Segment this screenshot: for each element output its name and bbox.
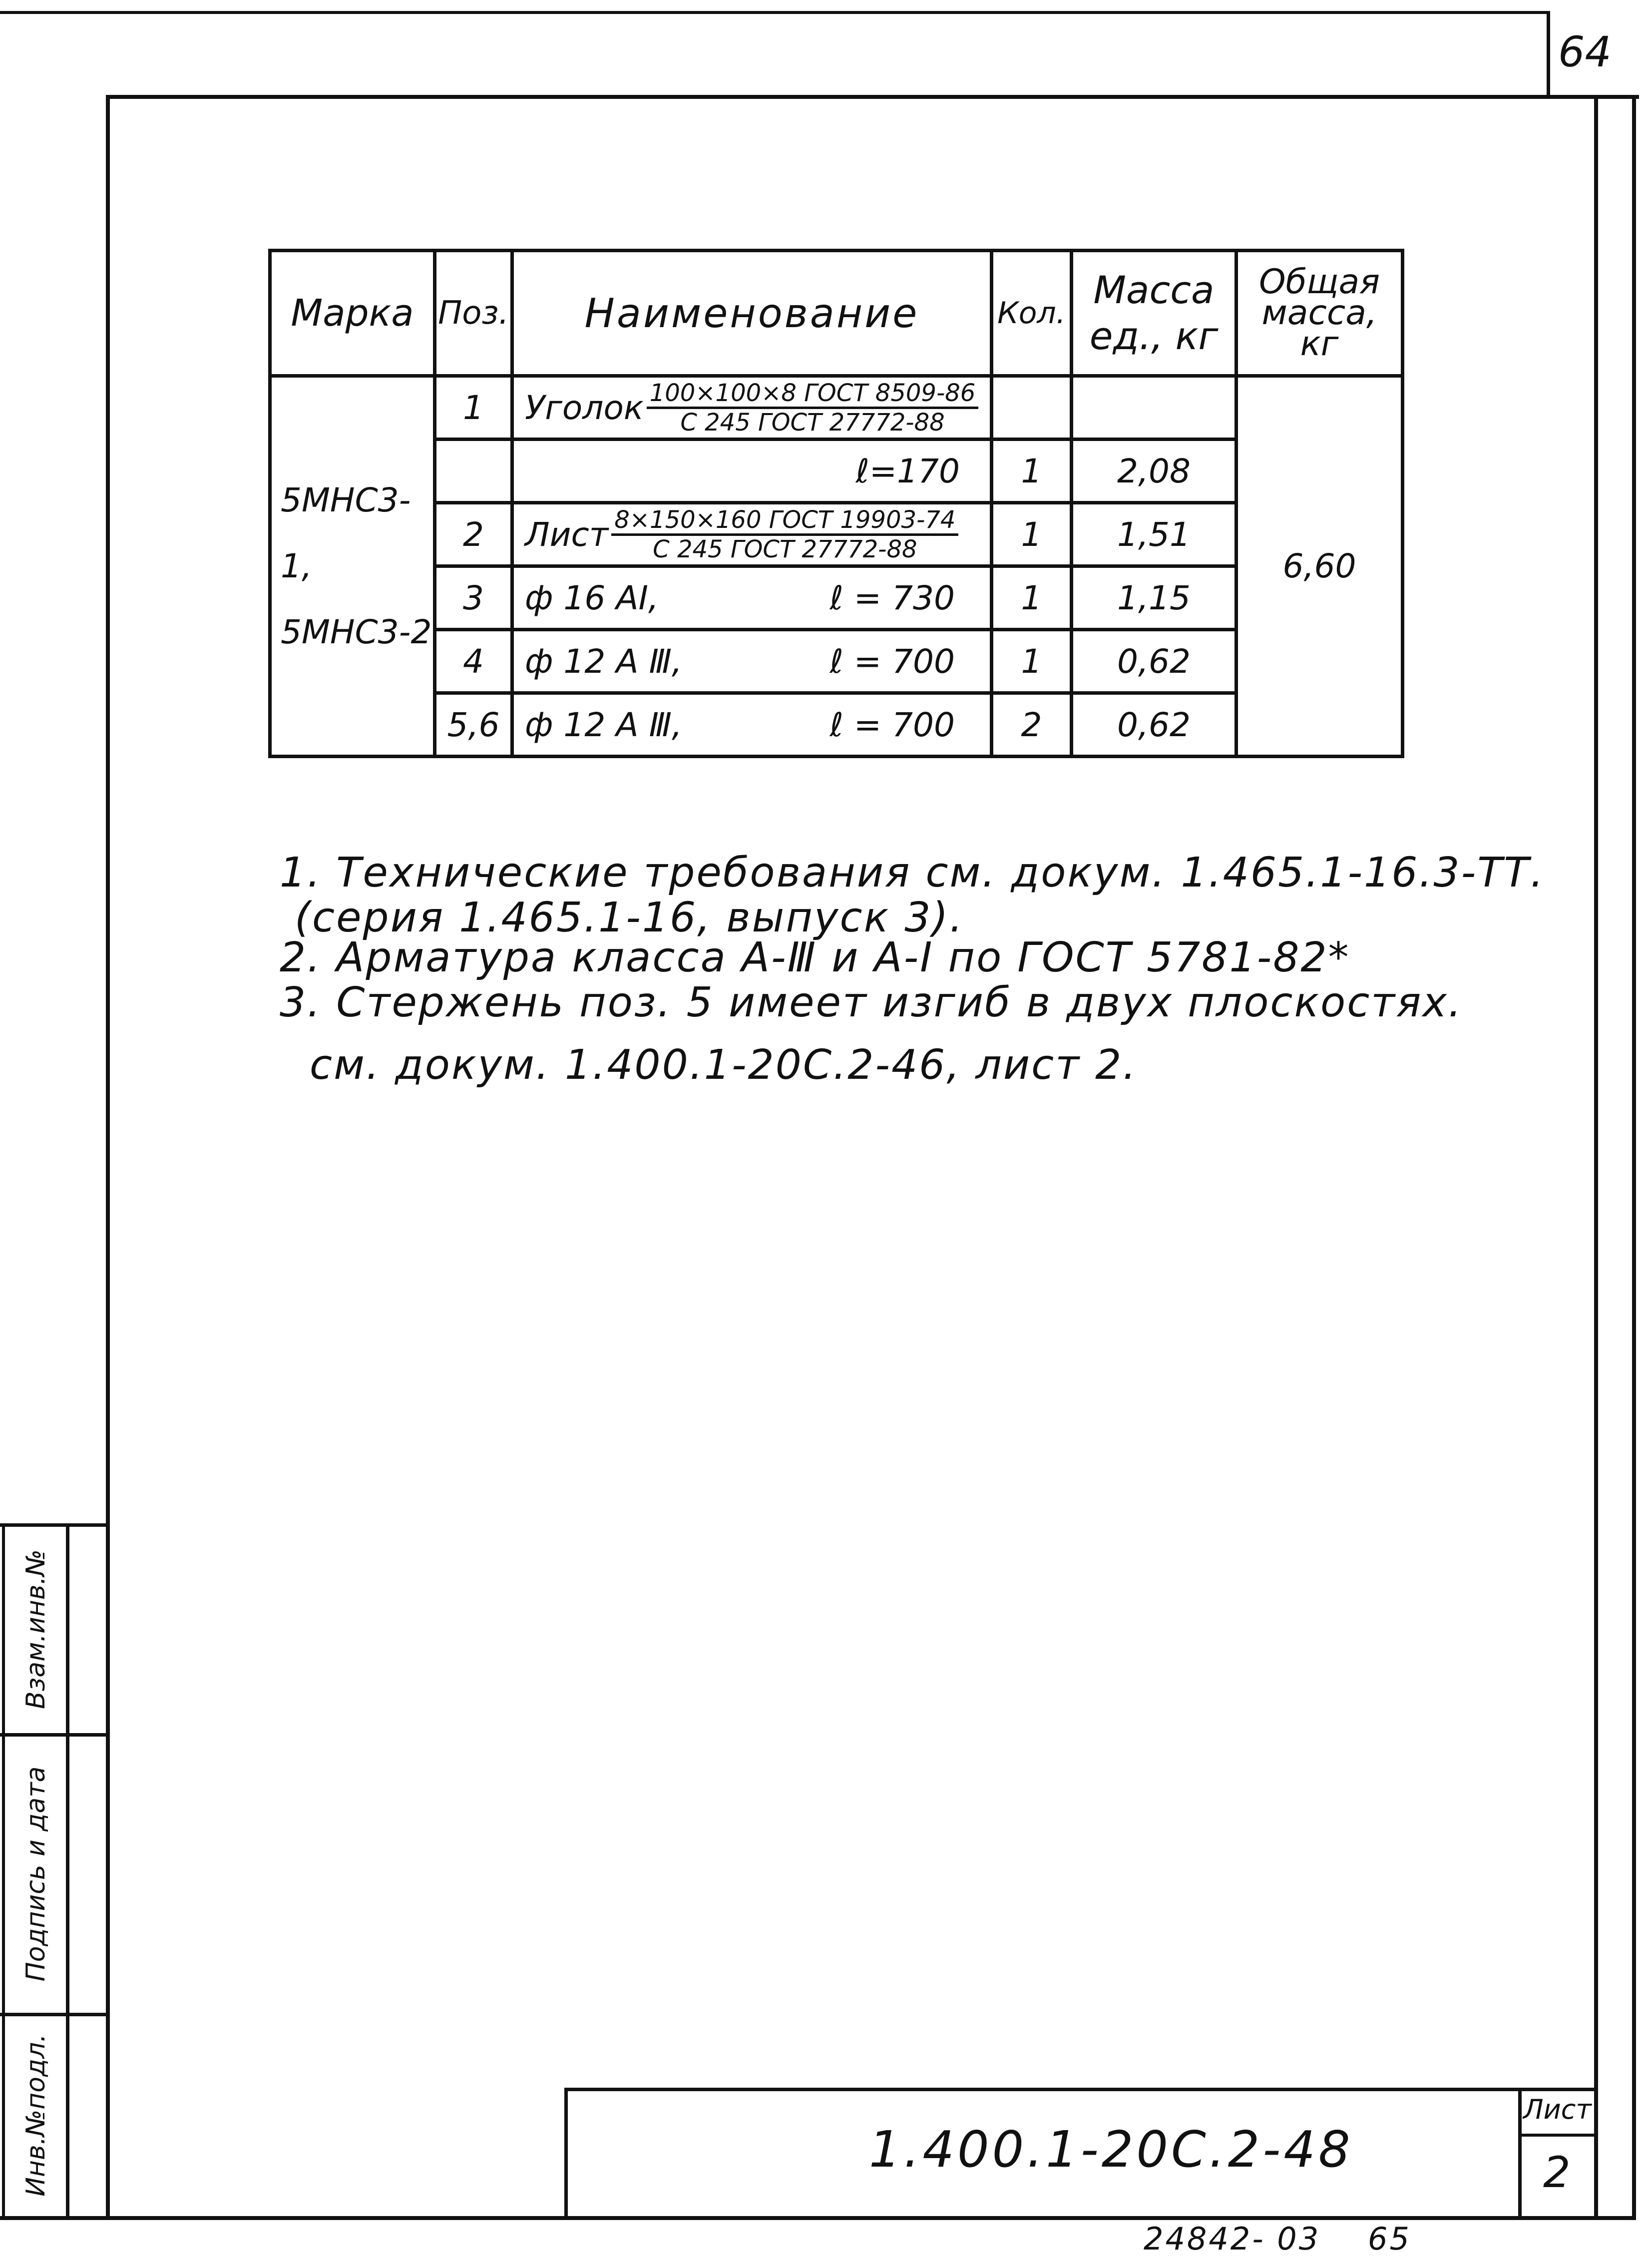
mass-cell (1072, 376, 1237, 440)
title-block-top (564, 2088, 1598, 2091)
pos-cell: 5,6 (435, 693, 512, 757)
name-cell (512, 503, 992, 566)
name-prefix: Лист (525, 515, 609, 554)
mass-cell: 1,15 (1072, 566, 1237, 630)
name-length: ℓ = 700 (829, 705, 955, 744)
table-row (270, 440, 1403, 503)
header-pos: Поз. (435, 251, 512, 376)
name-cell (512, 376, 992, 440)
pos-cell: 4 (435, 630, 512, 693)
header-total-line2: масса, (1261, 293, 1377, 333)
header-unit-mass (1072, 251, 1237, 376)
side-stamp-left-border (2, 1523, 5, 2218)
header-total-mass (1237, 251, 1403, 376)
name-denominator: С 245 ГОСТ 27772-88 (653, 535, 917, 563)
mass-cell: 1,51 (1072, 503, 1237, 566)
qty-cell: 1 (992, 566, 1072, 630)
frame-left (106, 95, 110, 2220)
marka-line1: 5МНС3-1, (281, 480, 411, 585)
header-total-line3: кг (1300, 324, 1339, 364)
title-block-left (564, 2088, 568, 2218)
frame-right-inner (1594, 95, 1598, 2220)
corner-box-left (1547, 11, 1550, 98)
name-main: ф 12 А Ⅲ, (525, 642, 682, 681)
side-stamp-podpis-data: Подпись и дата (21, 1766, 51, 1982)
qty-cell: 1 (992, 630, 1072, 693)
note-3-cont: см. докум. 1.400.1-20С.2-46, лист 2. (310, 1041, 1138, 1089)
header-name: Наименование (512, 251, 992, 376)
page-number-top: 64 (1558, 27, 1612, 76)
title-block-sheet-divider (1518, 2088, 1522, 2218)
marka-cell (270, 376, 435, 757)
note-2: 2. Арматура класса А-Ⅲ и А-I по ГОСТ 5781-82* (280, 934, 1350, 981)
mass-cell: 2,08 (1072, 440, 1237, 503)
side-stamp-divider-2 (0, 2013, 110, 2016)
note-3: 3. Стержень поз. 5 имеет изгиб в двух плоскостях. (280, 979, 1463, 1026)
qty-cell: 2 (992, 693, 1072, 757)
specification-table (268, 249, 1404, 758)
qty-cell (992, 376, 1072, 440)
top-edge-line (0, 11, 1548, 14)
total-mass-cell: 6,60 (1237, 376, 1403, 757)
name-length: ℓ = 700 (829, 642, 955, 681)
header-total-line1: Общая (1258, 262, 1380, 302)
table-row (270, 630, 1403, 693)
qty-cell: 1 (992, 503, 1072, 566)
table-row (270, 503, 1403, 566)
side-stamp-top-border (0, 1523, 110, 1527)
note-1-cont: (серия 1.465.1-16, выпуск 3). (295, 894, 964, 941)
qty-cell: 1 (992, 440, 1072, 503)
table-row (270, 693, 1403, 757)
name-length: ℓ = 730 (829, 578, 955, 617)
pos-cell (435, 440, 512, 503)
header-unit-mass-line1: Масса (1093, 268, 1215, 312)
frame-bottom (0, 2216, 1636, 2220)
side-stamp-right-border (66, 1523, 69, 2218)
sheet-number: 2 (1543, 2148, 1571, 2198)
document-designation: 1.400.1-20С.2-48 (869, 2120, 1353, 2179)
name-prefix: Уголок (525, 388, 644, 427)
side-stamp-vzam-inv: Взам.инв.№ (21, 1549, 51, 1709)
mass-cell: 0,62 (1072, 630, 1237, 693)
name-cell (512, 630, 992, 693)
name-numerator: 8×150×160 ГОСТ 19903-74 (611, 506, 958, 536)
marka-line2: 5МНС3-2 (281, 612, 432, 651)
name-cell (512, 693, 992, 757)
name-denominator: С 245 ГОСТ 27772-88 (680, 408, 945, 437)
name-numerator: 100×100×8 ГОСТ 8509-86 (647, 380, 979, 409)
pos-cell: 2 (435, 503, 512, 566)
table-header-row (270, 251, 1403, 376)
pos-cell: 3 (435, 566, 512, 630)
frame-right-outer (1632, 95, 1636, 2220)
name-main: ф 12 А Ⅲ, (525, 705, 682, 744)
mass-cell: 0,62 (1072, 693, 1237, 757)
table-row (270, 376, 1403, 440)
corner-box-bottom (106, 95, 1639, 99)
pos-cell: 1 (435, 376, 512, 440)
sheet-label: Лист (1523, 2094, 1592, 2125)
name-main: ф 16 АI, (525, 578, 659, 617)
name-cell (512, 566, 992, 630)
table-row (270, 566, 1403, 630)
header-unit-mass-line2: ед., кг (1089, 314, 1219, 358)
name-cell: ℓ=170 (512, 440, 992, 503)
title-block-sheet-hline (1518, 2134, 1598, 2137)
header-qty: Кол. (992, 251, 1072, 376)
note-1: 1. Технические требования см. докум. 1.465.1-16.3-ТТ. (280, 849, 1545, 897)
header-marka: Марка (270, 251, 435, 376)
bottom-stamp: 24842- 03 65 (1144, 2221, 1411, 2257)
side-stamp-divider-1 (0, 1733, 110, 1737)
side-stamp-inv-podl: Инв.№подл. (21, 2034, 51, 2197)
